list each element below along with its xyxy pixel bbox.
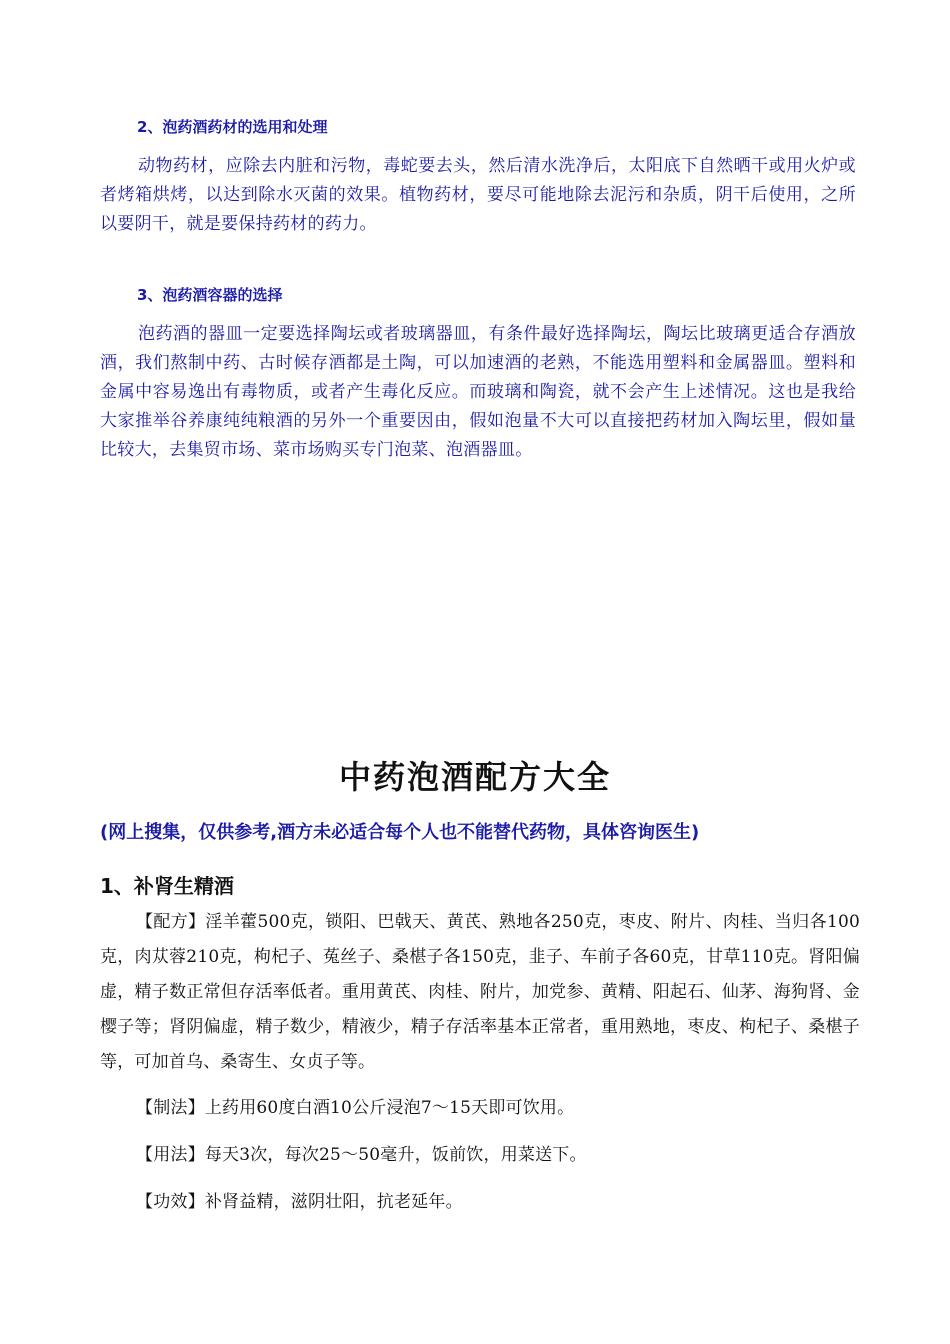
disclaimer: (网上搜集，仅供参考,酒方未必适合每个人也不能替代药物，具体咨询医生) — [100, 822, 700, 843]
effect-text: 补肾益精，滋阴壮阳，抗老延年。 — [204, 1192, 463, 1212]
section-2-heading: 2、泡药酒药材的选用和处理 — [137, 118, 328, 136]
section-2-paragraph: 动物药材，应除去内脏和污物，毒蛇要去头，然后清水洗净后，太阳底下自然晒干或用火炉或者烤箱烘烤，以达到除水灭菌的效果。植物药材，要尽可能地除去泥污和杂质，阴干后使用，之所以要阴干，就是要保持药材的药力。 — [100, 156, 856, 234]
effect-label: 【功效】 — [136, 1192, 205, 1212]
recipe-1-method — [100, 1091, 860, 1126]
recipe-1-usage — [100, 1138, 860, 1173]
method-label: 【制法】 — [136, 1098, 205, 1118]
method-text: 上药用60度白酒10公斤浸泡7～15天即可饮用。 — [204, 1098, 575, 1118]
recipe-1-effect — [100, 1185, 860, 1220]
page-title: 中药泡酒配方大全 — [338, 758, 611, 796]
recipe-1-formula — [100, 905, 860, 1080]
section-3-paragraph: 泡药酒的器皿一定要选择陶坛或者玻璃器皿，有条件最好选择陶坛，陶坛比玻璃更适合存酒放酒，我们熬制中药、古时候存酒都是土陶，可以加速酒的老熟，不能选用塑料和金属器皿。塑料和金属中容易逸出有毒物质，或者产生毒化反应。而玻璃和陶瓷，就不会产生上述情况。这也是我给大家推举谷养康纯纯粮酒的另外一个重要因由，假如泡量不大可以直接把药材加入陶坛里，假如量比较大，去集贸市场、菜市场购买专门泡菜、泡酒器皿。 — [100, 324, 856, 460]
usage-label: 【用法】 — [136, 1145, 205, 1165]
formula-label: 【配方】 — [136, 912, 206, 932]
section-3-heading: 3、泡药酒容器的选择 — [137, 286, 283, 304]
formula-text: 淫羊藿500克，锁阳、巴戟天、黄芪、熟地各250克，枣皮、附片、肉桂、当归各100克，肉苁蓉210克，枸杞子、菟丝子、桑椹子各150克，韭子、车前子各60克，甘草110克。肾阳偏虚，精子数正常但存活率低者。重用黄芪、肉桂、附片，加党参、黄精、阳起石、仙茅、海狗肾、金樱子等；肾阴偏虚，精子数少，精液少，精子存活率基本正常者，重用熟地，枣皮、枸杞子、桑椹子等，可加首乌、桑寄生、女贞子等。 — [100, 912, 860, 1072]
recipe-1-title: 1、补肾生精酒 — [100, 874, 234, 898]
usage-text: 每天3次，每次25～50毫升，饭前饮，用菜送下。 — [204, 1145, 587, 1165]
